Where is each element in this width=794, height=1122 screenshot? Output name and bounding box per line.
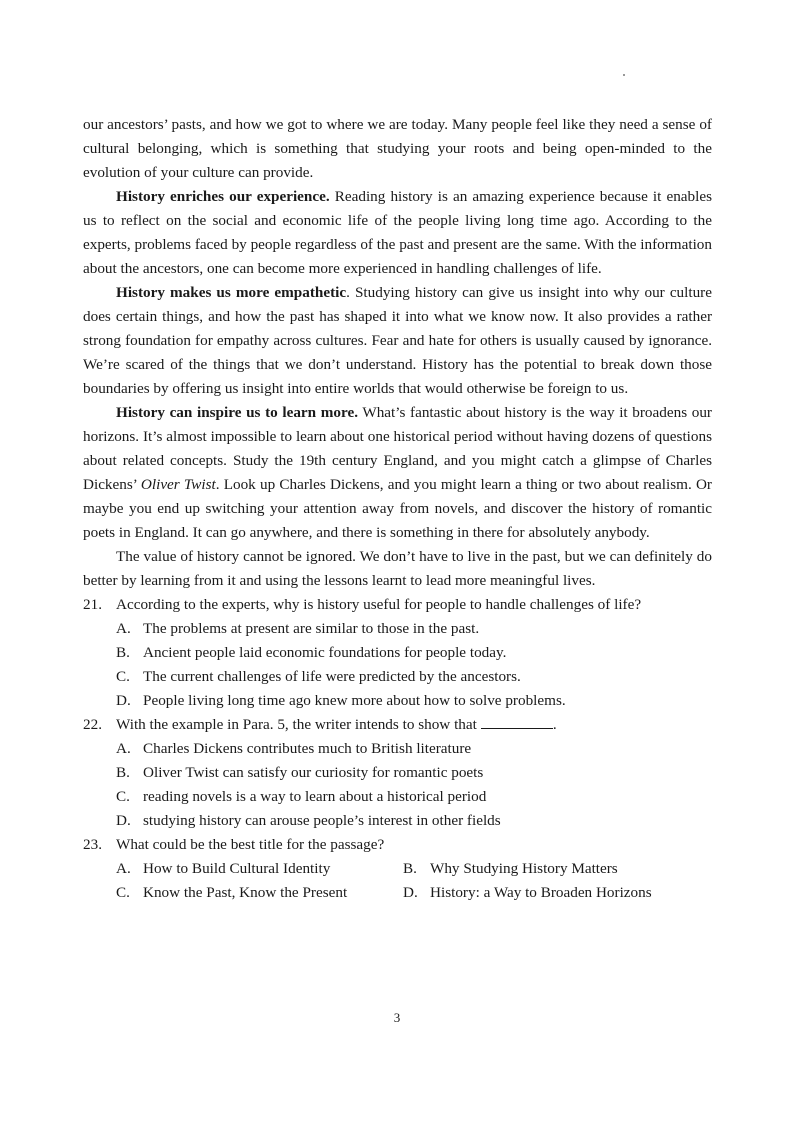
question-21 xyxy=(83,593,712,713)
paragraph-4-body-b: . Look up Charles Dickens, and you might learn a thing or two about realism. Or maybe you end up switching your attention away from novels, and discover the history of romantic poets in England. It can go anywhere, and there is something in there for absolutely anybody. xyxy=(83,476,712,541)
paragraph-1: our ancestors’ pasts, and how we got to where we are today. Many people feel like they need a sense of cultural belonging, which is something that studying your roots and being open-minded to the evolution of your culture can provide. xyxy=(83,116,712,181)
paragraph-2-lead: History enriches our experience. xyxy=(116,188,330,205)
option-text: The problems at present are similar to those in the past. xyxy=(143,620,480,637)
paragraph-4-body-a: What’s fantastic about history is the way it broadens our horizons. It’s almost impossible to learn about one historical period without having dozens of questions about related concepts. Study the 19th century England, and you might catch a glimpse of Charles Dickens’ xyxy=(83,404,712,493)
option-text: reading novels is a way to learn about a historical period xyxy=(143,788,487,805)
option-letter: B. xyxy=(116,764,130,781)
question-number: 23. xyxy=(83,836,102,853)
paragraph-5: The value of history cannot be ignored. We don’t have to live in the past, but we can definitely do better by learning from it and using the lessons learnt to lead more meaningful lives. xyxy=(83,548,712,589)
option-21-c[interactable] xyxy=(83,665,712,689)
option-text: Charles Dickens contributes much to British literature xyxy=(143,740,472,757)
option-letter: D. xyxy=(116,692,131,709)
paragraph-4 xyxy=(83,401,712,545)
option-23-b[interactable] xyxy=(403,857,703,881)
question-23 xyxy=(83,833,712,905)
question-text: With the example in Para. 5, the writer intends to show that xyxy=(116,716,477,733)
option-22-b[interactable] xyxy=(83,761,712,785)
option-text: How to Build Cultural Identity xyxy=(143,860,331,877)
option-text: History: a Way to Broaden Horizons xyxy=(430,884,652,901)
option-letter: A. xyxy=(116,620,131,637)
option-letter: A. xyxy=(116,860,131,877)
question-text: What could be the best title for the passage? xyxy=(116,836,385,853)
paragraph-2-body: Reading history is an amazing experience because it enables us to reflect on the social and economic life of the people living long time ago. According to the experts, problems faced by people regardless of the past and present are the same. With the information about the ancestors, one can become more experienced in handling challenges of life. xyxy=(83,188,713,277)
option-23-c[interactable] xyxy=(116,881,403,905)
option-text: The current challenges of life were predicted by the ancestors. xyxy=(143,668,521,685)
option-23-a[interactable] xyxy=(116,857,403,881)
option-text: People living long time ago knew more about how to solve problems. xyxy=(143,692,566,709)
paragraph-3-body: . Studying history can give us insight into why our culture does certain things, and how the past has shaped it into what we know now. It also provides a rather strong foundation for empathy across cultures. Fear and hate for others is usually caused by ignorance. We’re scared of the things that we don’t understand. History has the potential to break down those boundaries by offering us insight into entire worlds that would otherwise be foreign to us. xyxy=(83,284,712,397)
paragraph-2 xyxy=(83,185,712,281)
option-text: studying history can arouse people’s interest in other fields xyxy=(143,812,501,829)
option-letter: D. xyxy=(403,884,418,901)
answer-blank[interactable] xyxy=(481,714,553,729)
question-21-stem xyxy=(83,593,712,617)
paragraph-3-lead: History makes us more empathetic xyxy=(116,284,347,301)
option-23-d[interactable] xyxy=(403,881,703,905)
question-23-stem xyxy=(83,833,712,857)
option-letter: A. xyxy=(116,740,131,757)
option-text: Know the Past, Know the Present xyxy=(143,884,348,901)
option-21-d[interactable] xyxy=(83,689,712,713)
option-letter: C. xyxy=(116,884,130,901)
question-22 xyxy=(83,713,712,833)
question-text: According to the experts, why is history useful for people to handle challenges of life? xyxy=(116,596,642,613)
book-title: Oliver Twist xyxy=(140,476,216,493)
question-text-wrap xyxy=(116,713,557,737)
scan-speck xyxy=(623,74,625,76)
option-letter: C. xyxy=(116,668,130,685)
option-letter: B. xyxy=(403,860,417,877)
paragraph-3 xyxy=(83,281,712,401)
question-23-options xyxy=(83,857,712,905)
option-22-c[interactable] xyxy=(83,785,712,809)
option-letter: B. xyxy=(116,644,130,661)
option-text: Why Studying History Matters xyxy=(430,860,618,877)
option-text: Ancient people laid economic foundations for people today. xyxy=(143,644,507,661)
question-end: . xyxy=(552,716,557,733)
option-21-a[interactable] xyxy=(83,617,712,641)
paragraph-4-lead: History can inspire us to learn more. xyxy=(116,404,358,421)
question-number: 21. xyxy=(83,596,102,613)
option-letter: D. xyxy=(116,812,131,829)
question-number: 22. xyxy=(83,716,102,733)
option-22-d[interactable] xyxy=(83,809,712,833)
question-22-stem xyxy=(83,713,712,737)
page-number: 3 xyxy=(393,1010,401,1025)
option-22-a[interactable] xyxy=(83,737,712,761)
option-21-b[interactable] xyxy=(83,641,712,665)
document-page xyxy=(83,113,712,905)
option-text: Oliver Twist can satisfy our curiosity for romantic poets xyxy=(143,764,484,781)
option-letter: C. xyxy=(116,788,130,805)
